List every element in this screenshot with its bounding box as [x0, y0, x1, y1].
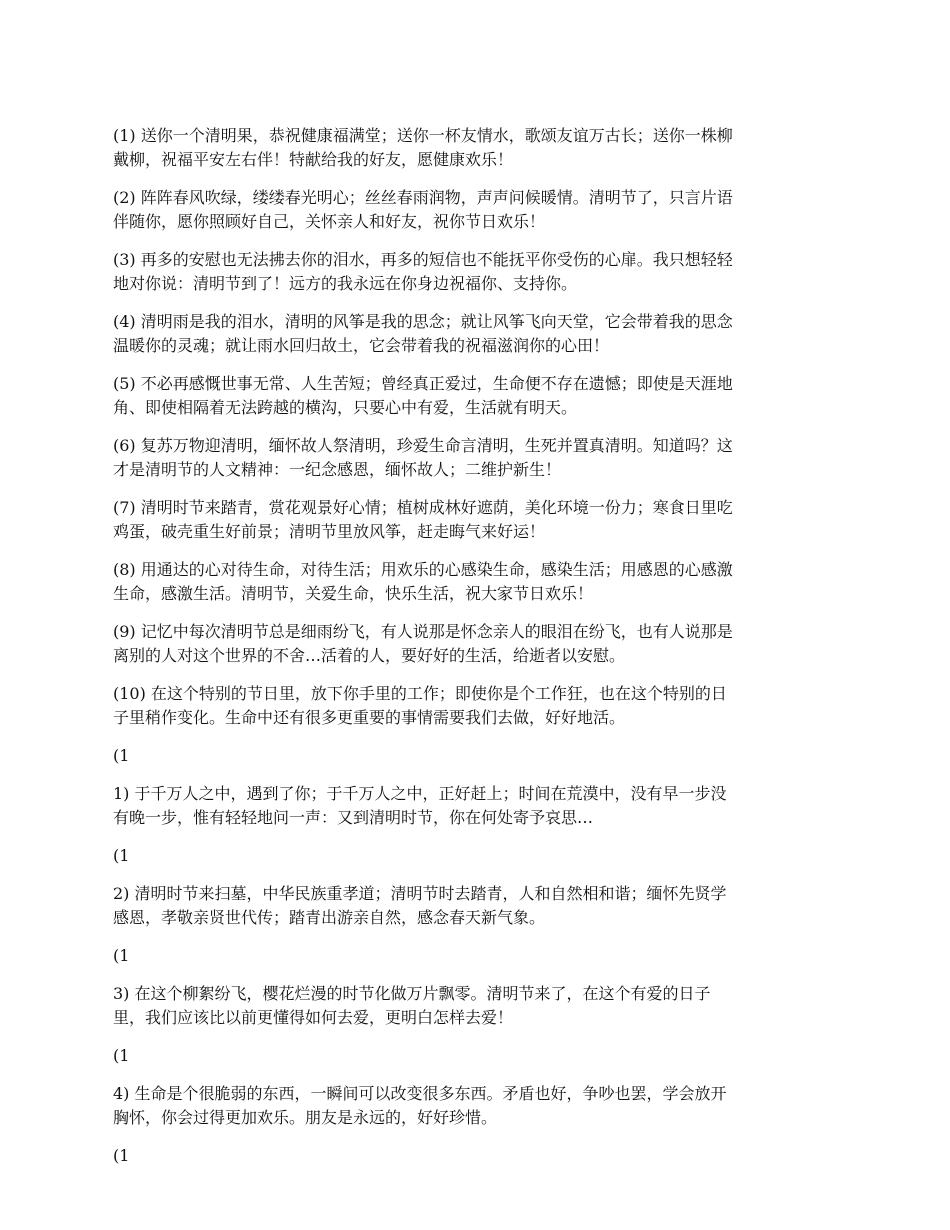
paragraph-line: 感恩，孝敬亲贤世代传；踏青出游亲自然，感念春天新气象。 — [113, 908, 546, 927]
paragraph-line: 鸡蛋，破壳重生好前景；清明节里放风筝，赶走晦气来好运！ — [113, 522, 546, 541]
paragraph-line: 生命，感激生活。清明节，关爱生命，快乐生活，祝大家节日欢乐！ — [113, 584, 594, 603]
paragraph-line: (8) 用通达的心对待生命，对待生活；用欢乐的心感染生命，感染生活；用感恩的心感激 — [113, 560, 733, 579]
paragraph — [113, 310, 833, 358]
paragraph-line: (10) 在这个特别的节日里，放下你手里的工作；即使你是个工作狂，也在这个特别的日 — [113, 684, 727, 703]
paragraph-line: (1 — [113, 1146, 130, 1165]
paragraph-line: 伴随你，愿你照顾好自己，关怀亲人和好友，祝你节日欢乐！ — [113, 212, 546, 231]
paragraph — [113, 682, 833, 730]
paragraph-line: 里，我们应该比以前更懂得如何去爱，更明白怎样去爱！ — [113, 1008, 514, 1027]
paragraph-line: (2) 阵阵春风吹绿，缕缕春光明心；丝丝春雨润物，声声问候暖情。清明节了，只言片语 — [113, 188, 733, 207]
paragraph-line: (4) 清明雨是我的泪水，清明的风筝是我的思念；就让风筝飞向天堂，它会带着我的思念 — [113, 312, 733, 331]
paragraph — [113, 882, 833, 930]
paragraph-line: 2) 清明时节来扫墓，中华民族重孝道；清明节时去踏青，人和自然相和谐；缅怀先贤学 — [113, 884, 727, 903]
document-body — [113, 124, 833, 1182]
paragraph — [113, 744, 833, 768]
paragraph-line: (5) 不必再感慨世事无常、人生苦短；曾经真正爱过，生命便不存在遗憾；即使是天涯地 — [113, 374, 733, 393]
paragraph — [113, 186, 833, 234]
paragraph-line: 子里稍作变化。生命中还有很多更重要的事情需要我们去做，好好地活。 — [113, 708, 626, 727]
paragraph-line: 才是清明节的人文精神：一纪念感恩，缅怀故人；二维护新生！ — [113, 460, 562, 479]
paragraph-line: (9) 记忆中每次清明节总是细雨纷飞，有人说那是怀念亲人的眼泪在纷飞，也有人说那是 — [113, 622, 733, 641]
paragraph-line: (6) 复苏万物迎清明，缅怀故人祭清明，珍爱生命言清明，生死并置真清明。知道吗？这 — [113, 436, 733, 455]
paragraph — [113, 982, 833, 1030]
paragraph-line: (1 — [113, 946, 130, 965]
paragraph-line: 4) 生命是个很脆弱的东西，一瞬间可以改变很多东西。矛盾也好，争吵也罢，学会放开 — [113, 1084, 727, 1103]
paragraph — [113, 434, 833, 482]
paragraph-line: 有晚一步，惟有轻轻地问一声：又到清明时节，你在何处寄予哀思… — [113, 808, 594, 827]
paragraph — [113, 1144, 833, 1168]
paragraph-line: (1) 送你一个清明果，恭祝健康福满堂；送你一杯友情水，歌颂友谊万古长；送你一株柳 — [113, 126, 733, 145]
paragraph-line: (1 — [113, 846, 130, 865]
paragraph — [113, 372, 833, 420]
paragraph — [113, 558, 833, 606]
paragraph-line: 离别的人对这个世界的不舍…活着的人，要好好的生活，给逝者以安慰。 — [113, 646, 626, 665]
paragraph-line: 1) 于千万人之中，遇到了你；于千万人之中，正好赶上；时间在荒漠中，没有早一步没 — [113, 784, 727, 803]
paragraph — [113, 496, 833, 544]
paragraph — [113, 620, 833, 668]
paragraph-line: (1 — [113, 746, 130, 765]
paragraph-line: 温暖你的灵魂；就让雨水回归故土，它会带着我的祝福滋润你的心田！ — [113, 336, 610, 355]
paragraph — [113, 1044, 833, 1068]
paragraph-line: 角、即使相隔着无法跨越的横沟，只要心中有爱，生活就有明天。 — [113, 398, 578, 417]
paragraph-line: 地对你说：清明节到了！远方的我永远在你身边祝福你、支持你。 — [113, 274, 578, 293]
paragraph — [113, 248, 833, 296]
paragraph — [113, 944, 833, 968]
paragraph-line: 戴柳，祝福平安左右伴！特献给我的好友，愿健康欢乐！ — [113, 150, 514, 169]
paragraph-line: (3) 再多的安慰也无法拂去你的泪水，再多的短信也不能抚平你受伤的心扉。我只想轻轻 — [113, 250, 733, 269]
paragraph-line: (1 — [113, 1046, 130, 1065]
paragraph-line: 胸怀，你会过得更加欢乐。朋友是永远的，好好珍惜。 — [113, 1108, 498, 1127]
paragraph — [113, 782, 833, 830]
paragraph — [113, 844, 833, 868]
paragraph — [113, 1082, 833, 1130]
paragraph — [113, 124, 833, 172]
paragraph-line: (7) 清明时节来踏青，赏花观景好心情；植树成林好遮荫，美化环境一份力；寒食日里吃 — [113, 498, 733, 517]
paragraph-line: 3) 在这个柳絮纷飞，樱花烂漫的时节化做万片飘零。清明节来了，在这个有爱的日子 — [113, 984, 711, 1003]
